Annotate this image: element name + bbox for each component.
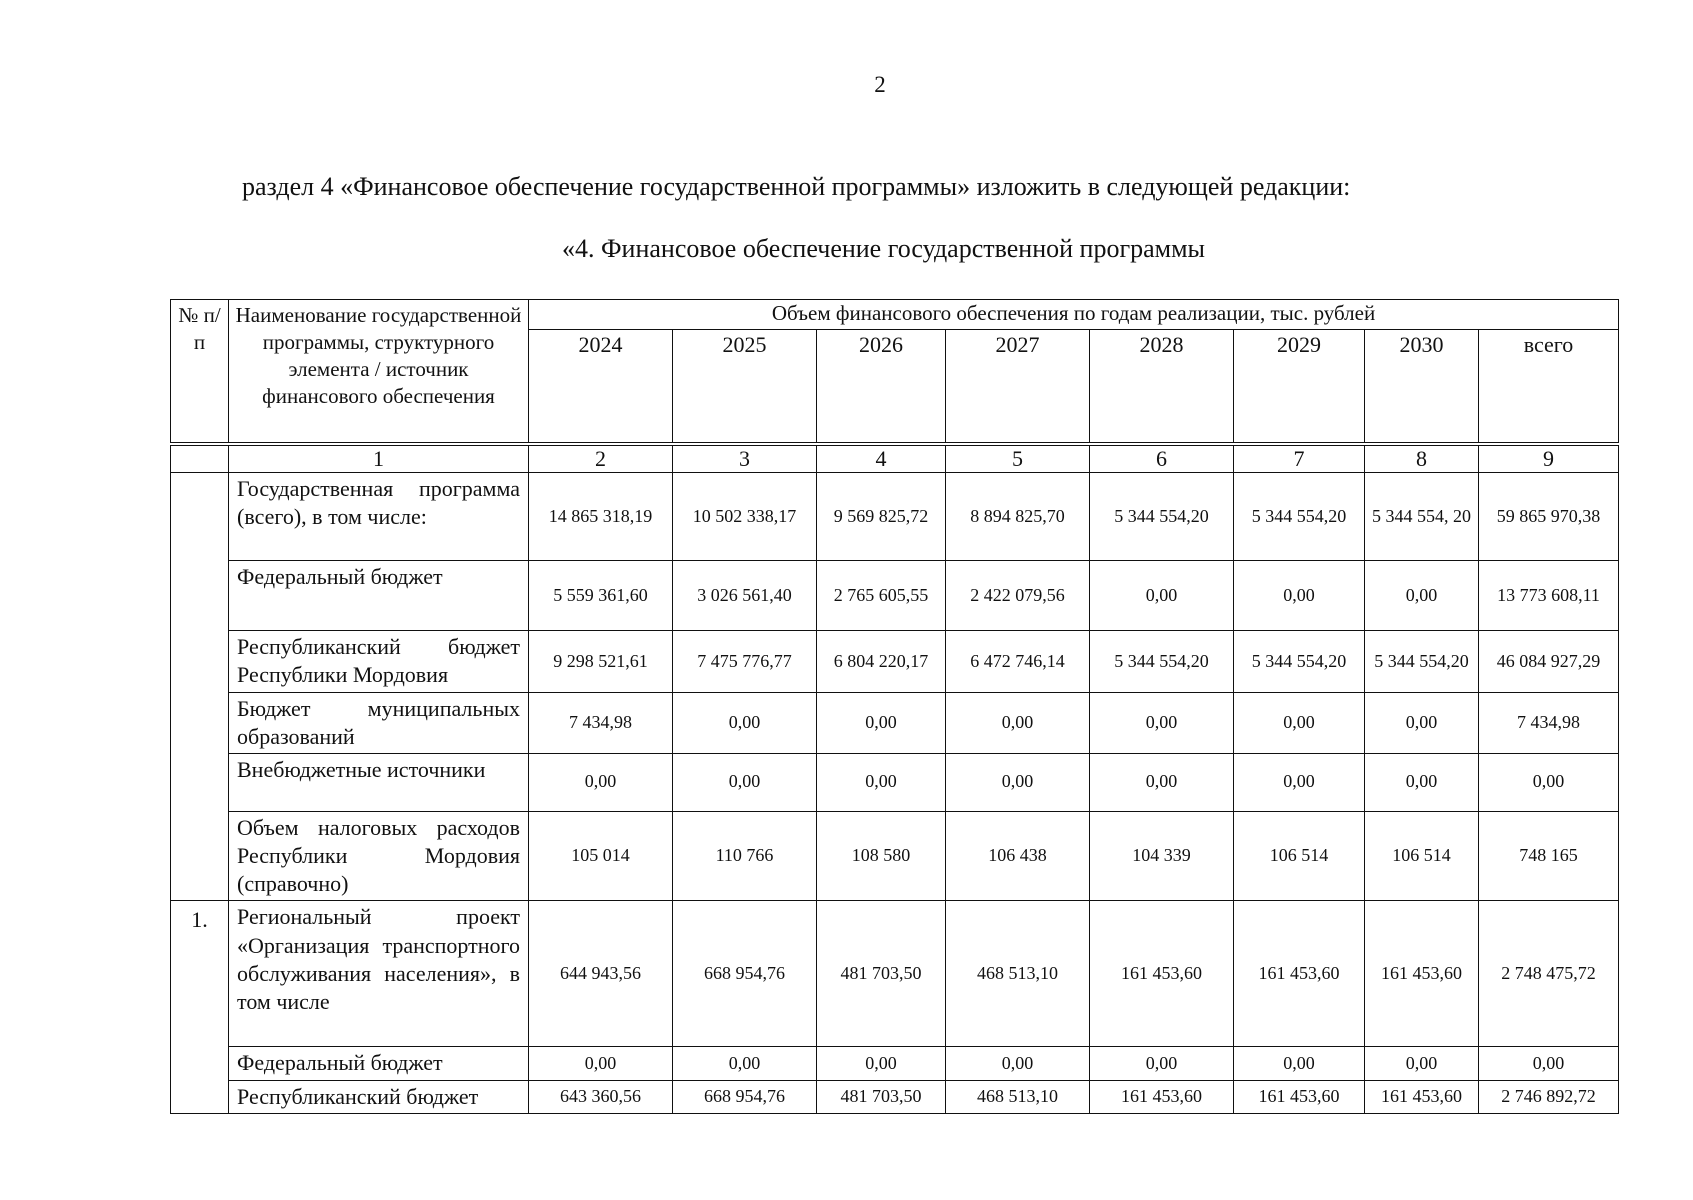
column-number: 8 bbox=[1365, 444, 1479, 473]
row-year-value: 105 014 bbox=[529, 811, 673, 900]
row-year-value: 14 865 318,19 bbox=[529, 473, 673, 561]
header-year: 2027 bbox=[946, 330, 1090, 444]
row-year-value: 0,00 bbox=[1365, 561, 1479, 631]
column-number: 5 bbox=[946, 444, 1090, 473]
row-year-value: 5 559 361,60 bbox=[529, 561, 673, 631]
row-year-value: 2 422 079,56 bbox=[946, 561, 1090, 631]
header-year: 2029 bbox=[1234, 330, 1365, 444]
row-year-value: 644 943,56 bbox=[529, 901, 673, 1047]
row-year-value: 9 569 825,72 bbox=[817, 473, 946, 561]
table-row bbox=[171, 473, 1619, 561]
row-year-value: 5 344 554, 20 bbox=[1365, 473, 1479, 561]
row-year-value: 0,00 bbox=[817, 1047, 946, 1080]
row-name: Государственная программа (всего), в том числе: bbox=[229, 473, 529, 561]
row-year-value: 3 026 561,40 bbox=[673, 561, 817, 631]
column-number: 2 bbox=[529, 444, 673, 473]
column-number: 9 bbox=[1479, 444, 1619, 473]
row-year-value: 0,00 bbox=[529, 753, 673, 811]
row-index: 1. bbox=[171, 901, 229, 1113]
row-name: Региональный проект «Организация транспортного обслуживания населения», в том числе bbox=[229, 901, 529, 1047]
row-year-value: 668 954,76 bbox=[673, 1080, 817, 1113]
row-year-value: 161 453,60 bbox=[1090, 1080, 1234, 1113]
row-name: Федеральный бюджет bbox=[229, 561, 529, 631]
row-year-value: 7 475 776,77 bbox=[673, 631, 817, 692]
row-year-value: 161 453,60 bbox=[1090, 901, 1234, 1047]
table-row bbox=[171, 692, 1619, 753]
row-index bbox=[171, 473, 229, 901]
row-year-value: 643 360,56 bbox=[529, 1080, 673, 1113]
table-row bbox=[171, 1047, 1619, 1080]
column-numbers-row bbox=[171, 444, 1619, 473]
table-row bbox=[171, 811, 1619, 900]
section-title: «4. Финансовое обеспечение государственной программы bbox=[562, 234, 1206, 263]
row-year-value: 0,00 bbox=[946, 692, 1090, 753]
row-year-value: 6 472 746,14 bbox=[946, 631, 1090, 692]
row-year-value: 0,00 bbox=[1090, 753, 1234, 811]
table-row bbox=[171, 1080, 1619, 1113]
header-year: 2028 bbox=[1090, 330, 1234, 444]
row-year-value: 5 344 554,20 bbox=[1234, 473, 1365, 561]
row-name: Внебюджетные источники bbox=[229, 753, 529, 811]
row-year-value: 2 765 605,55 bbox=[817, 561, 946, 631]
row-year-value: 8 894 825,70 bbox=[946, 473, 1090, 561]
row-year-value: 106 438 bbox=[946, 811, 1090, 900]
table-row bbox=[171, 561, 1619, 631]
header-total: всего bbox=[1479, 330, 1619, 444]
row-year-value: 0,00 bbox=[529, 1047, 673, 1080]
row-year-value: 0,00 bbox=[1090, 1047, 1234, 1080]
table-row bbox=[171, 901, 1619, 1047]
row-total-value: 0,00 bbox=[1479, 753, 1619, 811]
row-year-value: 0,00 bbox=[946, 753, 1090, 811]
row-year-value: 468 513,10 bbox=[946, 1080, 1090, 1113]
column-number bbox=[171, 444, 229, 473]
row-year-value: 668 954,76 bbox=[673, 901, 817, 1047]
row-year-value: 161 453,60 bbox=[1234, 901, 1365, 1047]
row-year-value: 0,00 bbox=[1365, 1047, 1479, 1080]
row-name: Республиканский бюджет Республики Мордовия bbox=[229, 631, 529, 692]
intro-text: раздел 4 «Финансовое обеспечение государственной программы» изложить в следующей редакции: bbox=[242, 172, 1351, 201]
row-total-value: 2 748 475,72 bbox=[1479, 901, 1619, 1047]
header-year: 2030 bbox=[1365, 330, 1479, 444]
row-year-value: 7 434,98 bbox=[529, 692, 673, 753]
header-index: № п/п bbox=[171, 300, 229, 444]
header-name: Наименование государственной программы, структурного элемента / источник финансового обеспечения bbox=[229, 300, 529, 444]
table-row bbox=[171, 753, 1619, 811]
column-number: 6 bbox=[1090, 444, 1234, 473]
column-number: 4 bbox=[817, 444, 946, 473]
row-year-value: 161 453,60 bbox=[1365, 901, 1479, 1047]
row-year-value: 161 453,60 bbox=[1234, 1080, 1365, 1113]
row-total-value: 7 434,98 bbox=[1479, 692, 1619, 753]
header-year: 2026 bbox=[817, 330, 946, 444]
row-year-value: 0,00 bbox=[817, 753, 946, 811]
header-year: 2024 bbox=[529, 330, 673, 444]
row-name: Федеральный бюджет bbox=[229, 1047, 529, 1080]
row-year-value: 6 804 220,17 bbox=[817, 631, 946, 692]
row-year-value: 481 703,50 bbox=[817, 901, 946, 1047]
row-year-value: 108 580 bbox=[817, 811, 946, 900]
page-number: 2 bbox=[874, 72, 886, 97]
row-total-value: 748 165 bbox=[1479, 811, 1619, 900]
row-year-value: 10 502 338,17 bbox=[673, 473, 817, 561]
column-number: 7 bbox=[1234, 444, 1365, 473]
row-year-value: 481 703,50 bbox=[817, 1080, 946, 1113]
row-year-value: 0,00 bbox=[1234, 753, 1365, 811]
row-year-value: 0,00 bbox=[817, 692, 946, 753]
row-year-value: 5 344 554,20 bbox=[1090, 631, 1234, 692]
row-year-value: 5 344 554,20 bbox=[1365, 631, 1479, 692]
row-total-value: 13 773 608,11 bbox=[1479, 561, 1619, 631]
row-year-value: 106 514 bbox=[1365, 811, 1479, 900]
row-year-value: 0,00 bbox=[1234, 692, 1365, 753]
row-year-value: 5 344 554,20 bbox=[1234, 631, 1365, 692]
header-year: 2025 bbox=[673, 330, 817, 444]
row-year-value: 468 513,10 bbox=[946, 901, 1090, 1047]
row-name: Объем налоговых расходов Республики Мордовия (справочно) bbox=[229, 811, 529, 900]
row-year-value: 0,00 bbox=[1234, 1047, 1365, 1080]
row-year-value: 0,00 bbox=[1365, 692, 1479, 753]
row-total-value: 0,00 bbox=[1479, 1047, 1619, 1080]
row-year-value: 0,00 bbox=[673, 1047, 817, 1080]
header-row bbox=[171, 300, 1619, 330]
column-number: 1 bbox=[229, 444, 529, 473]
row-name: Бюджет муниципальных образований bbox=[229, 692, 529, 753]
data-rows bbox=[171, 473, 1619, 1113]
row-year-value: 106 514 bbox=[1234, 811, 1365, 900]
header-group: Объем финансового обеспечения по годам реализации, тыс. рублей bbox=[529, 300, 1619, 330]
row-name: Республиканский бюджет bbox=[229, 1080, 529, 1113]
row-total-value: 46 084 927,29 bbox=[1479, 631, 1619, 692]
row-year-value: 104 339 bbox=[1090, 811, 1234, 900]
row-year-value: 110 766 bbox=[673, 811, 817, 900]
row-year-value: 0,00 bbox=[673, 692, 817, 753]
financing-table bbox=[170, 299, 1619, 1114]
row-year-value: 0,00 bbox=[1090, 692, 1234, 753]
row-year-value: 5 344 554,20 bbox=[1090, 473, 1234, 561]
column-number: 3 bbox=[673, 444, 817, 473]
row-total-value: 2 746 892,72 bbox=[1479, 1080, 1619, 1113]
row-year-value: 0,00 bbox=[1090, 561, 1234, 631]
row-year-value: 0,00 bbox=[1365, 753, 1479, 811]
table-row bbox=[171, 631, 1619, 692]
row-year-value: 0,00 bbox=[946, 1047, 1090, 1080]
row-year-value: 0,00 bbox=[1234, 561, 1365, 631]
row-year-value: 161 453,60 bbox=[1365, 1080, 1479, 1113]
row-year-value: 0,00 bbox=[673, 753, 817, 811]
row-total-value: 59 865 970,38 bbox=[1479, 473, 1619, 561]
row-year-value: 9 298 521,61 bbox=[529, 631, 673, 692]
